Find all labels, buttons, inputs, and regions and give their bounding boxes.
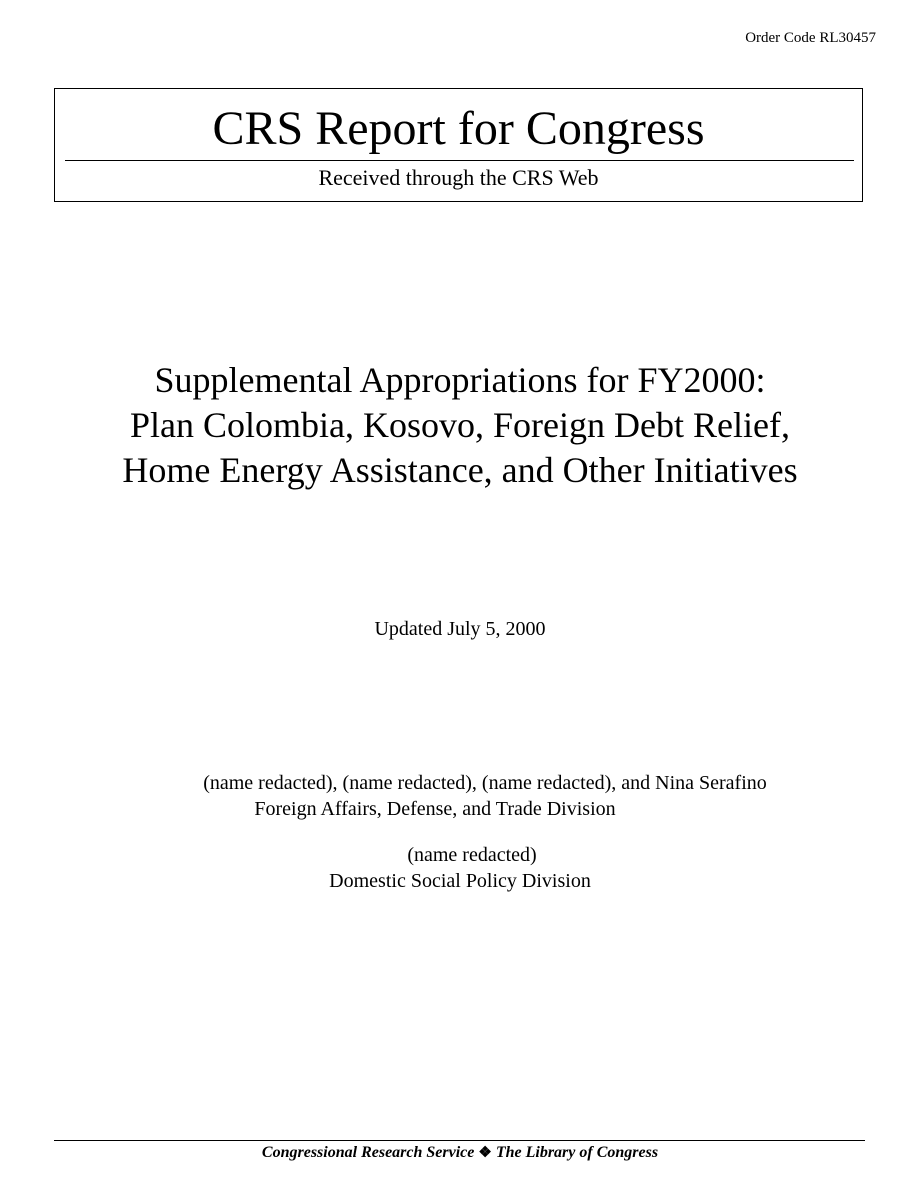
footer-divider xyxy=(54,1140,865,1141)
footer-library: The Library of Congress xyxy=(495,1144,659,1161)
order-code: Order Code RL30457 xyxy=(745,30,876,46)
report-header-box xyxy=(54,88,863,202)
footer xyxy=(0,1143,920,1162)
document-title-line: Plan Colombia, Kosovo, Foreign Debt Relief, xyxy=(130,405,790,445)
author-group xyxy=(0,770,920,822)
author-division: Domestic Social Policy Division xyxy=(329,870,591,892)
updated-date: Updated July 5, 2000 xyxy=(374,618,546,640)
diamond-separator-icon: ❖ xyxy=(478,1145,492,1161)
header-divider xyxy=(65,160,854,161)
report-title: CRS Report for Congress xyxy=(212,102,705,155)
author-division: Foreign Affairs, Defense, and Trade Division xyxy=(254,798,616,820)
footer-publisher: Congressional Research Service xyxy=(261,1144,475,1161)
report-subtitle: Received through the CRS Web xyxy=(318,165,599,190)
author-names: (name redacted) xyxy=(407,844,537,866)
author-group xyxy=(0,842,920,894)
document-title-line: Home Energy Assistance, and Other Initiatives xyxy=(122,450,798,490)
author-names: (name redacted), (name redacted), (name redacted), and Nina Serafino xyxy=(203,772,767,794)
document-title xyxy=(0,358,920,493)
document-title-line: Supplemental Appropriations for FY2000: xyxy=(154,360,766,400)
